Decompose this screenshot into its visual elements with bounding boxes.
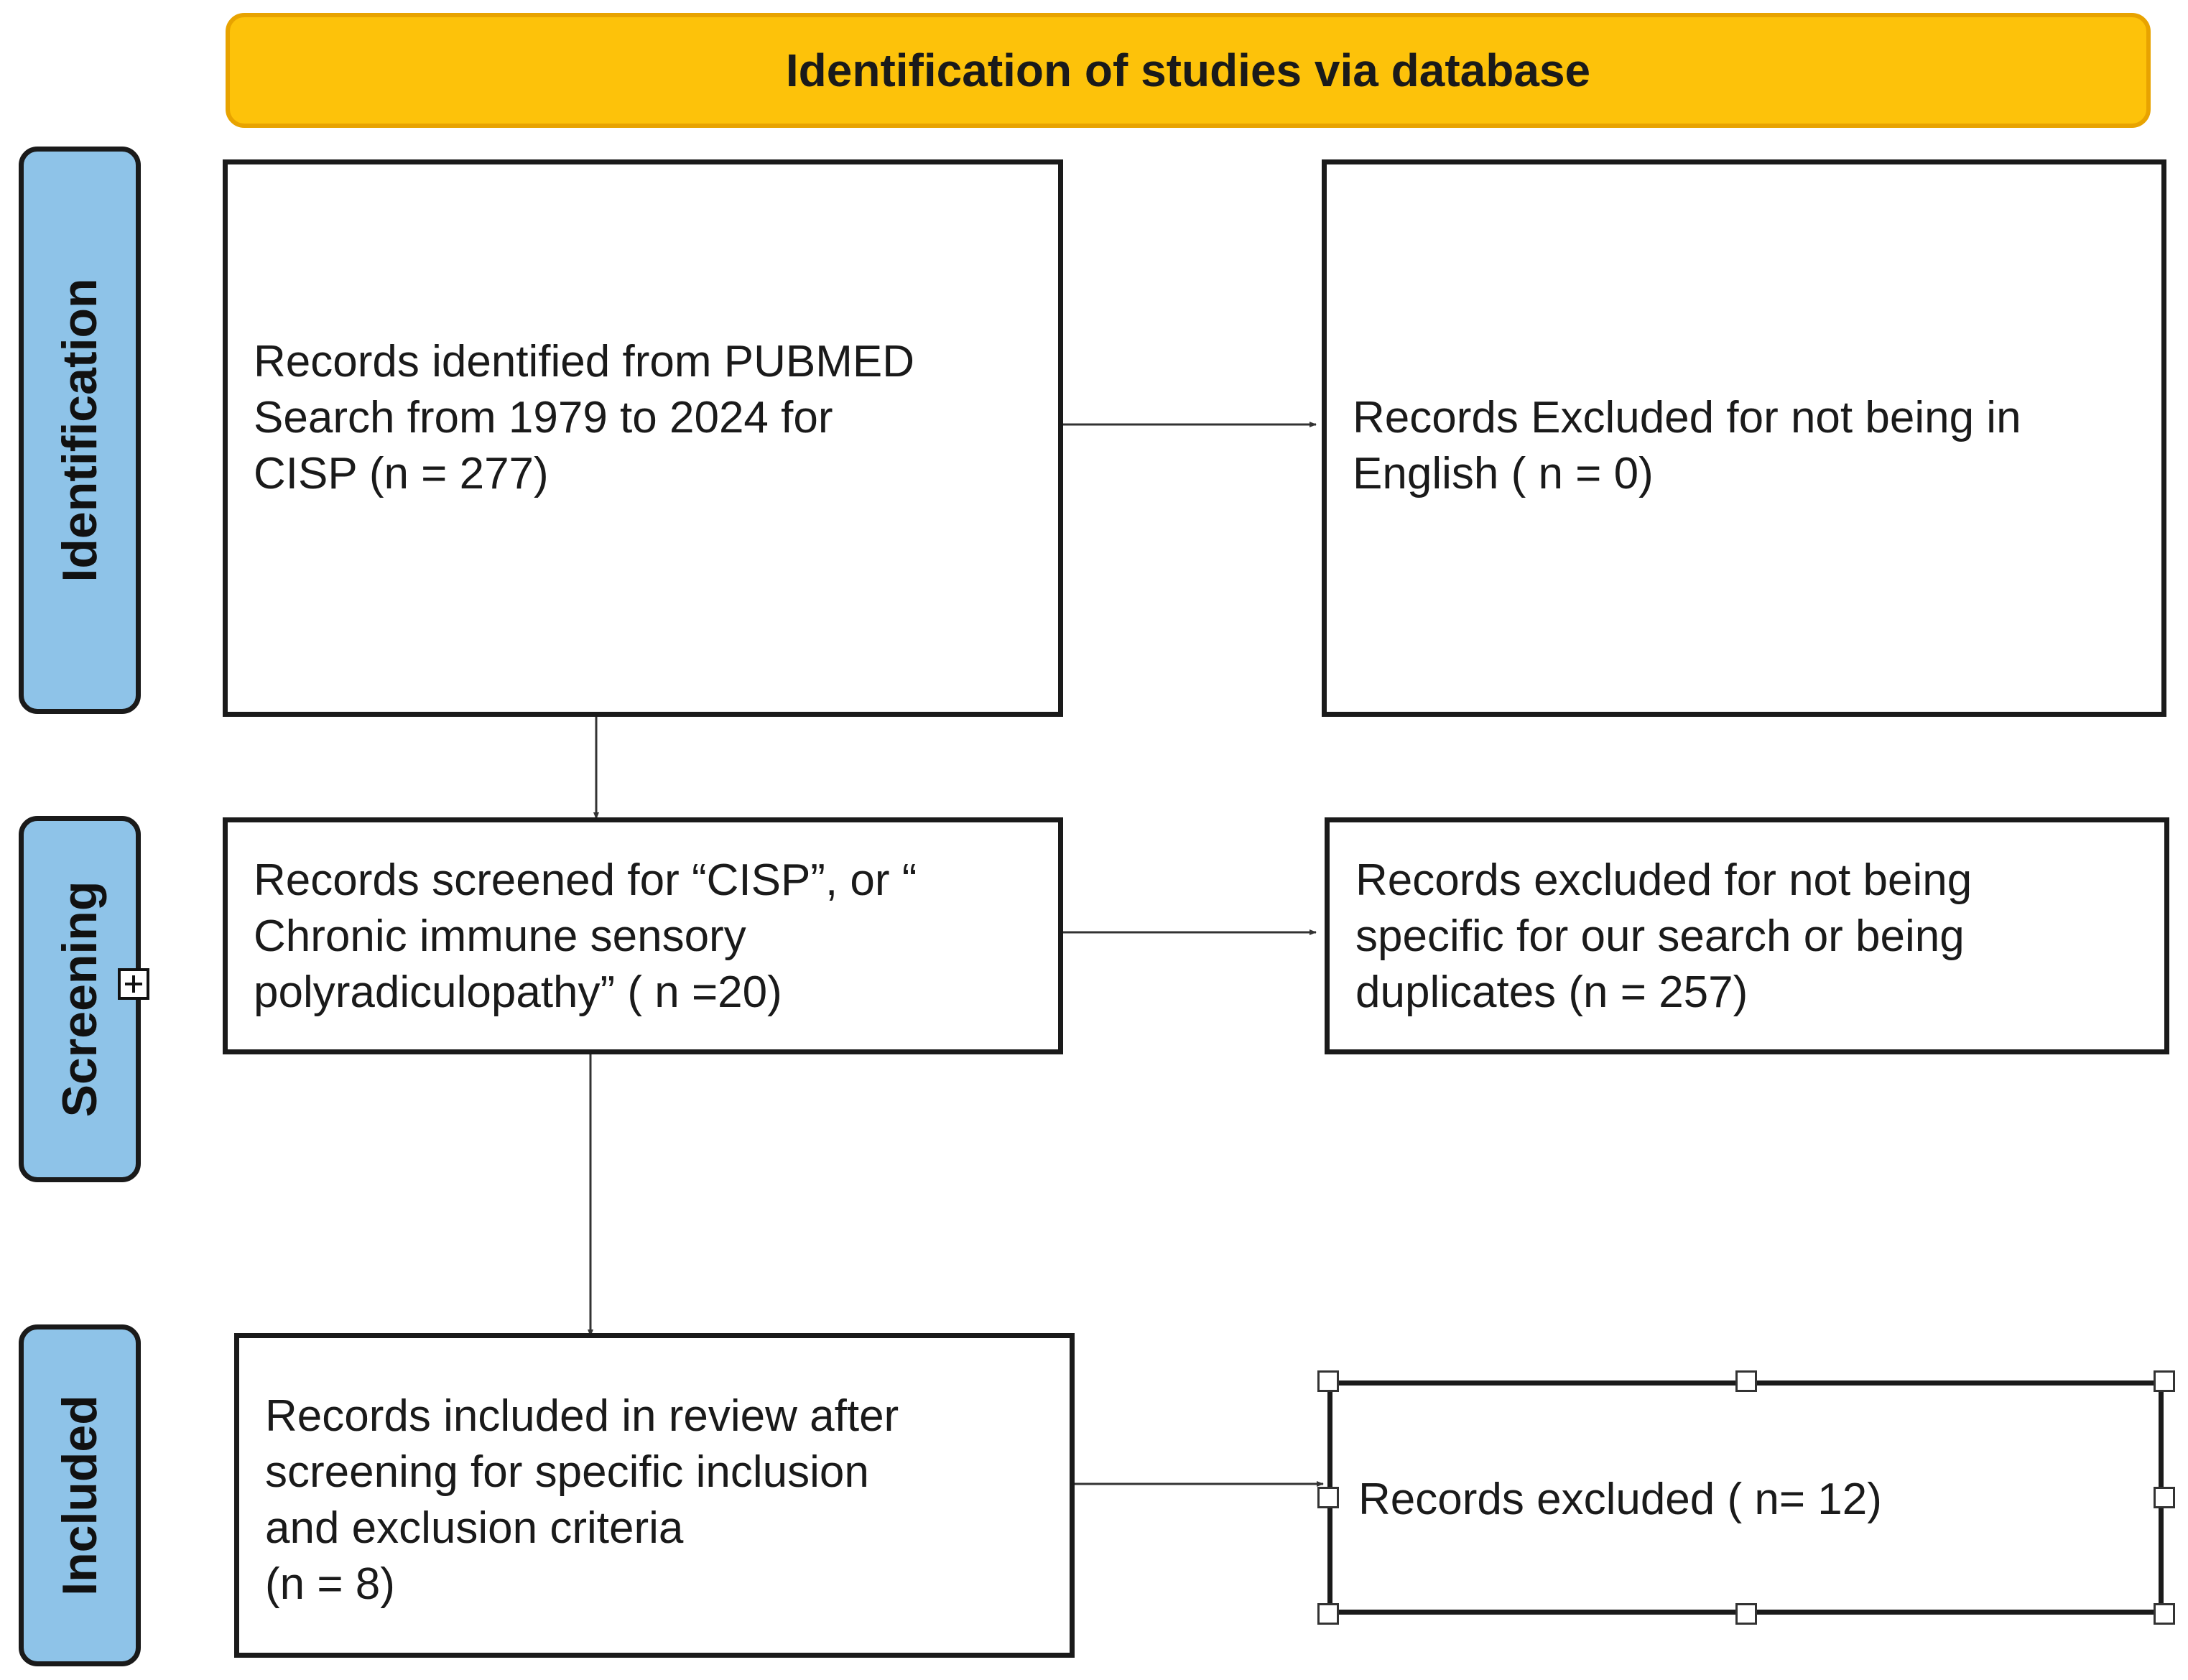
phase-identification-label: Identification (52, 278, 107, 583)
box-records-screened (223, 817, 1063, 1054)
text-line: Search from 1979 to 2024 for (254, 393, 833, 442)
text-line: (n = 8) (265, 1559, 395, 1609)
box-excluded-final[interactable] (1327, 1380, 2164, 1615)
resize-handle-bottom-left[interactable] (1317, 1603, 1339, 1625)
text-line: Records Excluded for not being in (1353, 393, 2021, 442)
text-line: and exclusion criteria (265, 1503, 684, 1553)
resize-handle-bottom-center[interactable] (1735, 1603, 1757, 1625)
text-line: screening for specific inclusion (265, 1447, 869, 1497)
text-line: specific for our search or being (1355, 911, 1965, 961)
text-line: CISP (n = 277) (254, 449, 549, 498)
text-line: Records excluded for not being (1355, 855, 1973, 905)
text-line: Records screened for “CISP”, or “ (254, 855, 917, 905)
box-records-included (234, 1333, 1075, 1658)
header-title: Identification of studies via database (785, 45, 1591, 96)
resize-handle-bottom-right[interactable] (2154, 1603, 2175, 1625)
phase-screening-label: Screening (52, 881, 107, 1118)
text-line: English ( n = 0) (1353, 449, 1654, 498)
box-records-identified (223, 159, 1063, 717)
resize-handle-top-right[interactable] (2154, 1370, 2175, 1392)
box-excluded-language (1322, 159, 2166, 717)
resize-handle-middle-right[interactable] (2154, 1487, 2175, 1508)
text-line: Chronic immune sensory (254, 911, 746, 961)
box-excluded-specific (1325, 817, 2169, 1054)
text-line: Records included in review after (265, 1391, 899, 1441)
text-line: Records excluded ( n= 12) (1358, 1475, 1882, 1524)
phase-included-label: Included (52, 1395, 107, 1596)
resize-handle-top-left[interactable] (1317, 1370, 1339, 1392)
resize-handle-middle-left[interactable] (1317, 1487, 1339, 1508)
text-line: Records identified from PUBMED (254, 337, 914, 386)
resize-handle-top-center[interactable] (1735, 1370, 1757, 1392)
text-line: duplicates (n = 257) (1355, 967, 1748, 1017)
text-line: polyradiculopathy” ( n =20) (254, 967, 782, 1017)
